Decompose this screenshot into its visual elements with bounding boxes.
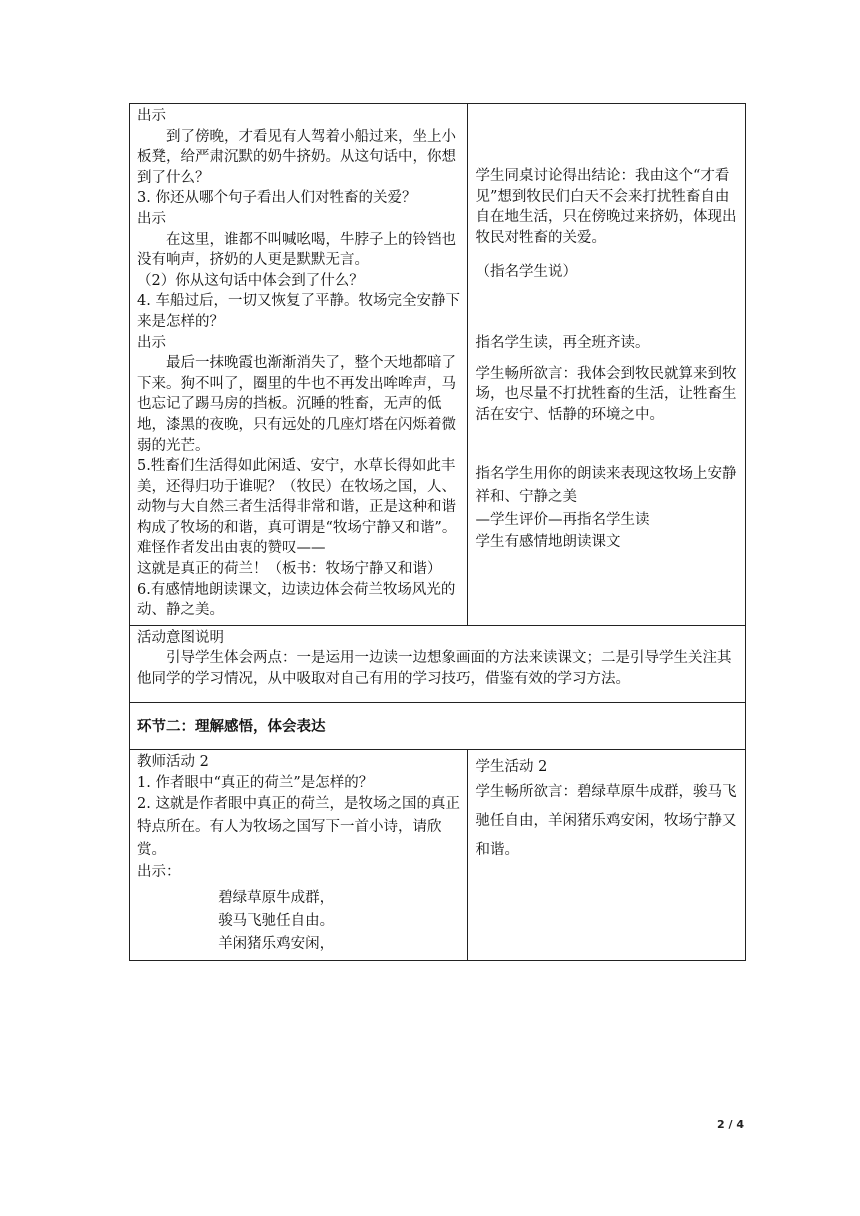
show-label: 出示： [137,864,181,881]
poem-line: 羊闲猪乐鸡安闲， [218,936,335,952]
student-response: 学生畅所欲言：碧绿草原牛成群，骏马飞驰任自由，羊闲猪乐鸡安闲，牧场宁静又和谐。 [475,784,737,859]
quote-text: 到了傍晚，才看见有人驾着小船过来，坐上小板凳，给严肃沉默的奶牛挤奶。从这句话中，你想到了什么？ [137,128,456,186]
page-number: 2 / 4 [717,1118,744,1131]
intent-body: 引导学生体会两点：一是运用一边读一边想象画面的方法来读课文；二是引导学生关注其他同学的学习情况，从中吸取对自己有用的学习技巧，借鉴有效的学习方法。 [137,650,732,688]
table-row [130,104,746,626]
student-response: 指名学生读，再全班齐读。 [475,334,650,351]
question-text: 4. 车船过后，一切又恢复了平静。牧场完全安静下来是怎样的？ [137,293,460,330]
student-response: 学生畅所欲言：我体会到牧民就算来到牧场，也尽量不打扰牲畜的生活，让牲畜生活在安宁、恬静的环境之中。 [475,365,737,423]
student-activity-cell [468,750,746,961]
intent-title: 活动意图说明 [137,629,224,646]
question-text: 1. 作者眼中“真正的荷兰”是怎样的？ [137,774,374,791]
question-text: （2）你从这句话中体会到了什么？ [137,272,364,289]
question-text: 5.牲畜们生活得如此闲适、安宁，水草长得如此丰美，还得归功于谁呢？（牧民）在牧场之国，人、动物与大自然三者生活得非常和谐，正是这种和谐构成了牧场的和谐，真可谓是“牧场宁静又和谐”。难怪作者发出由衷的赞叹—— [137,458,457,557]
student-response: 指名学生用你的朗读来表现这牧场上安静祥和、宁静之美 [475,466,737,506]
teacher-activity-cell [130,104,468,626]
table-row [130,625,746,702]
blackboard-text: 这就是真正的荷兰！（板书：牧场宁静又和谐） [137,561,442,578]
teacher-activity-title: 教师活动 2 [137,754,209,771]
student-response: 学生有感情地朗读课文 [475,534,621,551]
student-activity-title: 学生活动 2 [475,759,548,776]
question-text: 6.有感情地朗读课文，边读边体会荷兰牧场风光的动、静之美。 [137,581,456,619]
show-label: 出示 [137,210,166,227]
section-title: 环节二：理解感悟，体会表达 [130,702,746,750]
teacher-activity-cell [130,750,468,961]
show-label: 出示 [137,108,166,124]
lesson-plan-table [129,103,746,961]
show-label: 出示 [137,334,166,351]
activity-intent-cell [130,625,746,702]
table-row [130,702,746,750]
table-row [130,750,746,961]
student-activity-cell [468,104,746,626]
student-response: —学生评价—再指名学生读 [475,512,650,529]
question-text: 2. 这就是作者眼中真正的荷兰，是牧场之国的真正特点所在。有人为牧场之国写下一首小诗，请欣赏。 [137,796,460,859]
student-response: 学生同桌讨论得出结论：我由这个“才看见”想到牧民们白天不会来打扰牲畜自由自在地生活，只在傍晚过来挤奶，体现出牧民对牲畜的关爱。 [475,168,737,246]
poem-line: 碧绿草原牛成群， [218,890,335,906]
quote-text: 在这里，谁都不叫喊吆喝，牛脖子上的铃铛也没有响声，挤奶的人更是默默无言。 [137,231,456,269]
student-response: （指名学生说） [475,264,577,281]
poem-line: 骏马飞驰任自由。 [218,913,335,929]
quote-text: 最后一抹晚霞也渐渐消失了，整个天地都暗了下来。狗不叫了，圈里的牛也不再发出哞哞声，马也忘记了踢马房的挡板。沉睡的牲畜，无声的低地，漆黑的夜晚，只有远处的几座灯塔在闪烁着微弱的光芒。 [137,355,456,454]
question-text: 3. 你还从哪个句子看出人们对牲畜的关爱？ [137,190,417,207]
